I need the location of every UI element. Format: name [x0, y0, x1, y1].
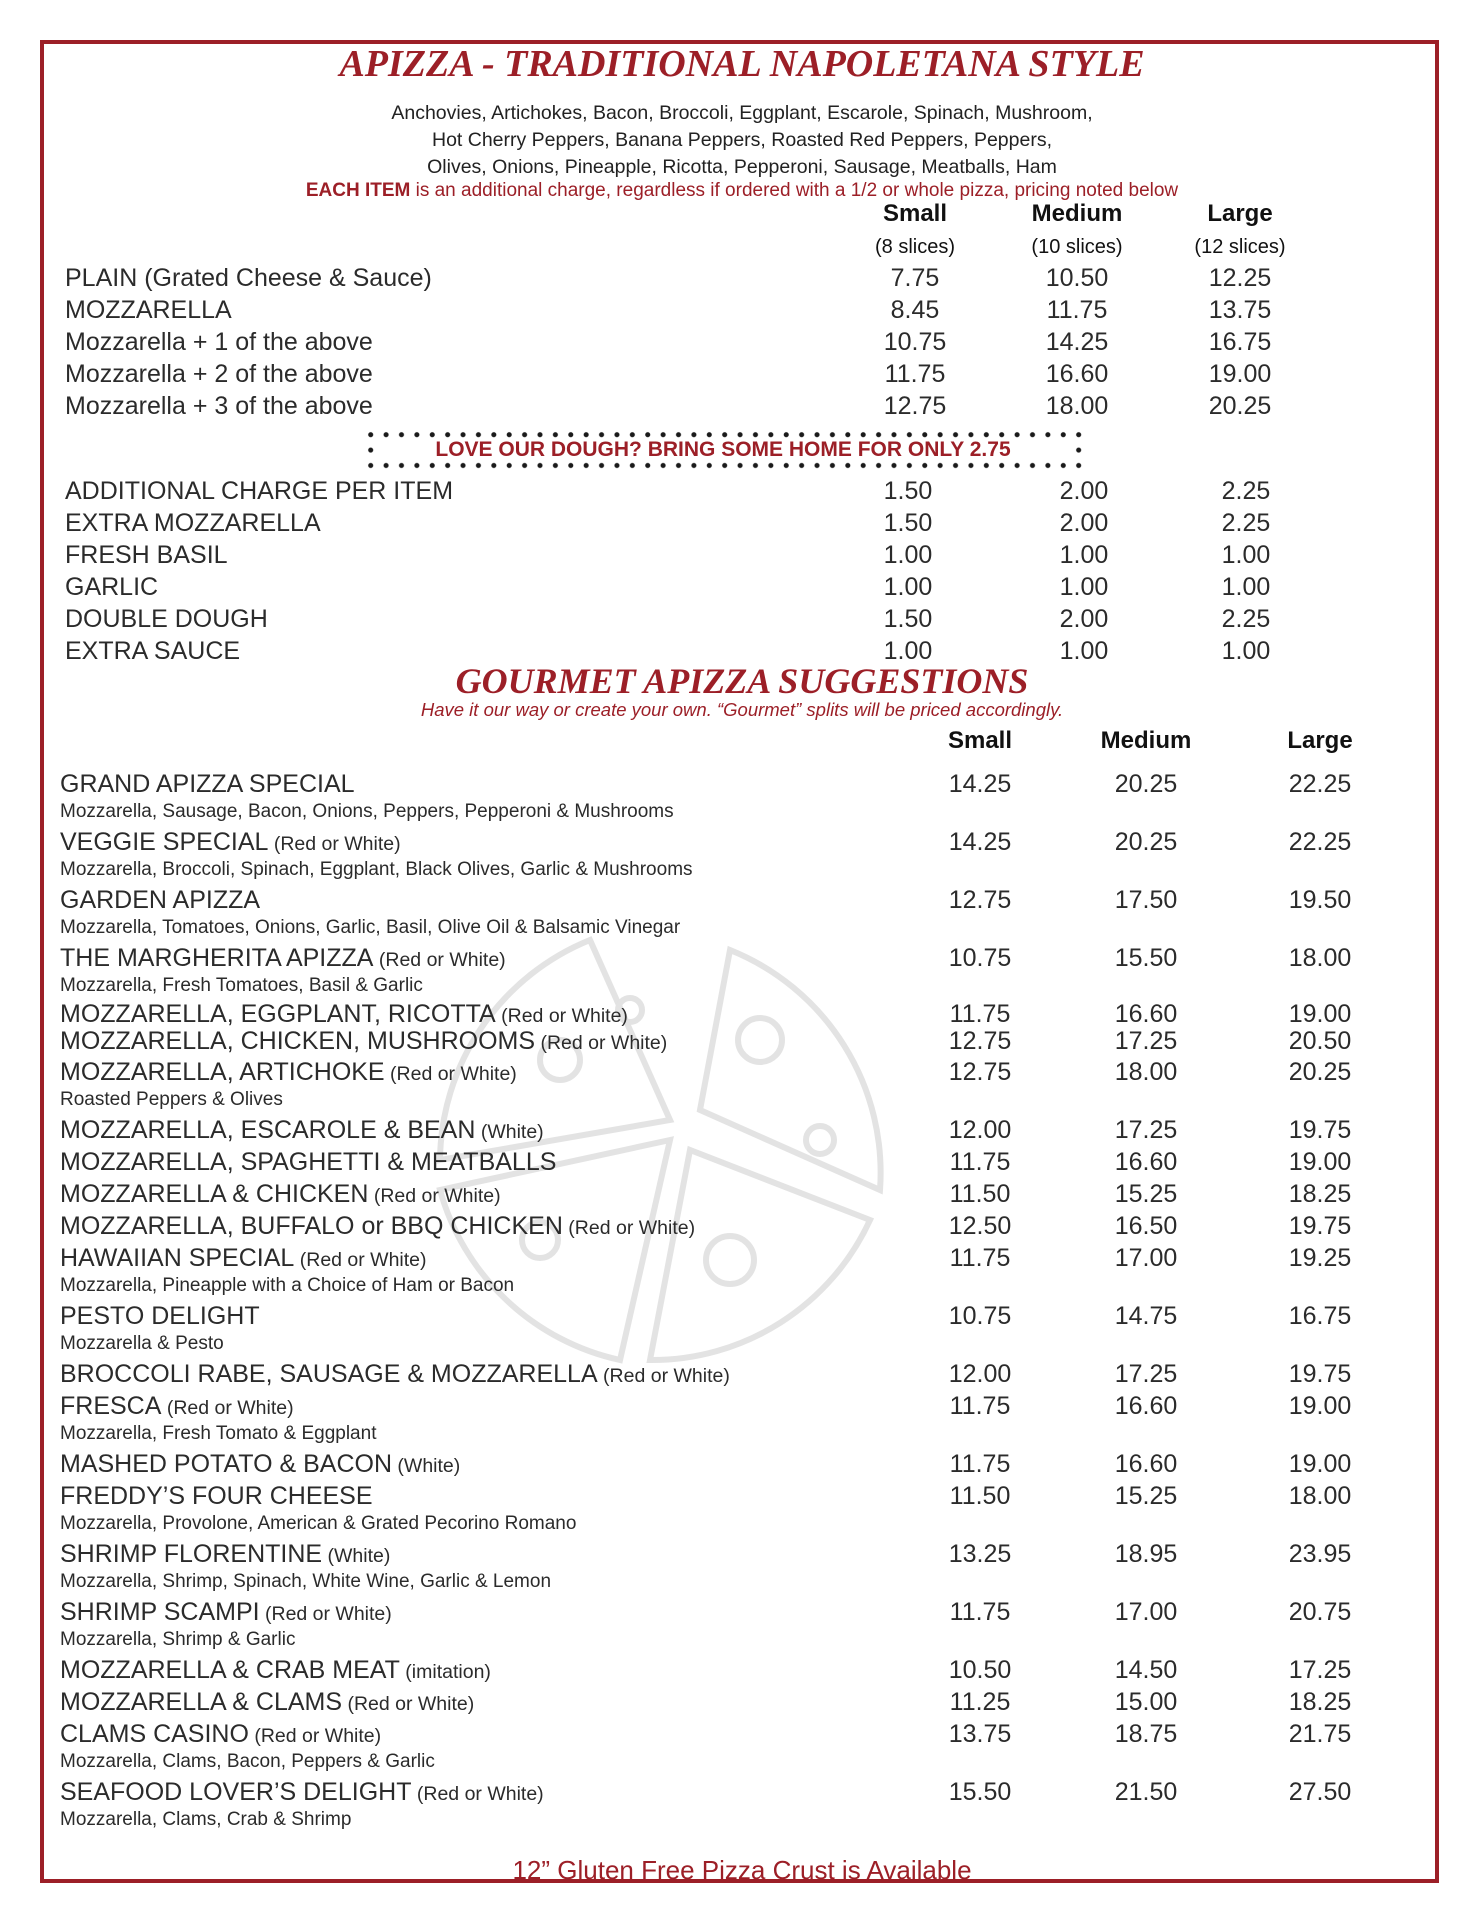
gourmet-item-title: MOZZARELLA, SPAGHETTI & MEATBALLS [60, 1148, 557, 1176]
gourmet-title: GOURMET APIZZA SUGGESTIONS [455, 661, 1029, 701]
price-medium: 17.25 [1114, 1116, 1178, 1144]
traditional-title: APIZZA - TRADITIONAL NAPOLETANA STYLE [339, 43, 1145, 85]
extra-name: GARLIC [65, 573, 159, 601]
gourmet-item-modifier: (Red or White) [562, 1217, 696, 1239]
gourmet-item-modifier: (Red or White) [373, 949, 506, 971]
dough-banner-text: LOVE OUR DOUGH? BRING SOME HOME FOR ONLY 2.75 [435, 438, 1011, 461]
gourmet-header-small: Small [947, 727, 1013, 754]
gourmet-item-name [60, 1450, 460, 1479]
gourmet-subtitle: Have it our way or create your own. “Gourmet” splits will be priced accordingly. [420, 699, 1064, 720]
slices-large: (12 slices) [1194, 236, 1286, 258]
gourmet-item-title: GRAND APIZZA SPECIAL [60, 770, 355, 798]
price-large: 19.00 [1288, 1450, 1352, 1478]
price-small: 11.75 [949, 1450, 1011, 1478]
price-medium: 15.50 [1114, 944, 1178, 972]
price-small: 11.75 [949, 1598, 1011, 1626]
slices-small: (8 slices) [874, 236, 955, 258]
gourmet-item-title: HAWAIIAN SPECIAL [60, 1244, 295, 1272]
price-large: 23.95 [1288, 1540, 1352, 1568]
price-medium: 18.00 [1045, 392, 1109, 420]
gourmet-item-title: MOZZARELLA & CRAB MEAT [60, 1656, 400, 1684]
price-large: 1.00 [1221, 573, 1271, 601]
price-large: 19.00 [1208, 360, 1272, 388]
price-medium: 15.25 [1114, 1180, 1178, 1208]
price-large: 19.00 [1288, 1000, 1352, 1028]
price-medium: 17.00 [1114, 1244, 1178, 1272]
price-large: 22.25 [1288, 828, 1352, 856]
price-medium: 18.00 [1114, 1058, 1178, 1086]
gourmet-item-description: Mozzarella, Broccoli, Spinach, Eggplant, Black Olives, Garlic & Mushrooms [60, 859, 693, 880]
price-small: 7.75 [890, 264, 940, 292]
price-small: 11.75 [949, 1000, 1011, 1028]
gourmet-item-title: MOZZARELLA, BUFFALO or BBQ CHICKEN [60, 1212, 563, 1240]
gourmet-item-title: SHRIMP SCAMPI [60, 1598, 260, 1626]
gourmet-item-title: GARDEN APIZZA [60, 886, 261, 914]
price-large: 2.25 [1221, 477, 1271, 505]
gourmet-item-name [60, 1027, 667, 1056]
gourmet-item-modifier: (imitation) [399, 1661, 491, 1683]
toppings-list [0, 100, 1484, 181]
price-large: 1.00 [1221, 637, 1271, 665]
toppings-line: Olives, Onions, Pineapple, Ricotta, Pepperoni, Sausage, Meatballs, Ham [427, 156, 1057, 178]
gourmet-item-name [60, 1212, 695, 1241]
gourmet-item-title: MOZZARELLA & CLAMS [60, 1688, 343, 1716]
price-large: 19.50 [1288, 886, 1352, 914]
basic-pizza-name: Mozzarella + 1 of the above [65, 328, 373, 356]
price-medium: 16.60 [1114, 1148, 1178, 1176]
price-medium: 16.50 [1114, 1212, 1178, 1240]
gourmet-item-modifier: (Red or White) [411, 1783, 544, 1805]
gourmet-item-title: MOZZARELLA, EGGPLANT, RICOTTA [60, 1000, 496, 1028]
gourmet-item-modifier: (Red or White) [597, 1365, 730, 1387]
price-small: 1.50 [883, 605, 933, 633]
size-header-medium: Medium [1031, 200, 1123, 227]
gourmet-item-modifier: (White) [392, 1455, 461, 1477]
slices-medium: (10 slices) [1031, 236, 1123, 258]
price-large: 18.25 [1288, 1180, 1352, 1208]
gourmet-item-description: Mozzarella, Pineapple with a Choice of Ham or Bacon [60, 1275, 515, 1296]
gourmet-item-title: SHRIMP FLORENTINE [60, 1540, 323, 1568]
gourmet-item-modifier: (White) [322, 1545, 391, 1567]
gourmet-item-name [60, 1116, 544, 1145]
gourmet-item-modifier: (White) [475, 1121, 544, 1143]
extra-name: EXTRA MOZZARELLA [65, 509, 321, 537]
price-medium: 11.75 [1046, 296, 1108, 324]
price-medium: 1.00 [1059, 573, 1109, 601]
extra-name: DOUBLE DOUGH [65, 605, 268, 633]
gourmet-item-title: MASHED POTATO & BACON [60, 1450, 392, 1478]
gourmet-item-description: Mozzarella, Shrimp & Garlic [60, 1629, 296, 1650]
gourmet-item-name [60, 1598, 392, 1627]
price-small: 1.00 [883, 637, 933, 665]
price-medium: 14.50 [1114, 1656, 1178, 1684]
basic-pizza-row [0, 264, 1484, 296]
gourmet-item-name [60, 1360, 730, 1389]
price-medium: 16.60 [1045, 360, 1109, 388]
gourmet-item-title: VEGGIE SPECIAL [60, 828, 269, 856]
gourmet-item-description: Mozzarella, Provolone, American & Grated Pecorino Romano [60, 1513, 577, 1534]
gourmet-item-modifier: (Red or White) [368, 1185, 501, 1207]
price-large: 19.75 [1288, 1360, 1352, 1388]
gourmet-item-title: THE MARGHERITA APIZZA [60, 944, 374, 972]
price-small: 13.75 [948, 1720, 1012, 1748]
toppings-line: Hot Cherry Peppers, Banana Peppers, Roasted Red Peppers, Peppers, [431, 129, 1053, 151]
gourmet-header-medium: Medium [1100, 727, 1192, 754]
gourmet-item-name [60, 1656, 491, 1685]
gourmet-item-modifier: (Red or White) [535, 1032, 668, 1054]
gourmet-item-name [60, 1688, 474, 1717]
gourmet-item-name [60, 944, 506, 973]
price-small: 11.50 [949, 1180, 1011, 1208]
gourmet-item-title: MOZZARELLA & CHICKEN [60, 1180, 369, 1208]
price-large: 2.25 [1221, 605, 1271, 633]
price-small: 11.50 [949, 1482, 1011, 1510]
extra-row [0, 605, 1484, 637]
each-item-note [0, 180, 1484, 202]
price-medium: 1.00 [1059, 637, 1109, 665]
price-small: 1.50 [883, 509, 933, 537]
gourmet-item-name [60, 1000, 628, 1029]
gourmet-item-modifier: (Red or White) [248, 1725, 382, 1747]
price-large: 16.75 [1288, 1302, 1352, 1330]
price-large: 16.75 [1208, 328, 1272, 356]
gourmet-item-description: Mozzarella, Fresh Tomatoes, Basil & Garlic [60, 975, 423, 996]
gourmet-item-title: PESTO DELIGHT [60, 1302, 260, 1330]
price-small: 8.45 [890, 296, 940, 324]
price-large: 27.50 [1288, 1778, 1352, 1806]
toppings-line: Anchovies, Artichokes, Bacon, Broccoli, Eggplant, Escarole, Spinach, Mushroom, [391, 102, 1093, 124]
extra-name: EXTRA SAUCE [65, 637, 241, 665]
basic-pizza-row [0, 392, 1484, 424]
size-header-large: Large [1207, 200, 1273, 227]
price-small: 10.75 [948, 1302, 1012, 1330]
gourmet-item-modifier: (Red or White) [495, 1005, 628, 1027]
price-medium: 15.25 [1114, 1482, 1178, 1510]
price-small: 12.75 [948, 886, 1012, 914]
price-small: 10.75 [883, 328, 947, 356]
basic-pizza-row [0, 328, 1484, 360]
price-medium: 17.25 [1114, 1027, 1178, 1055]
price-medium: 2.00 [1059, 605, 1109, 633]
gourmet-item-description: Mozzarella, Tomatoes, Onions, Garlic, Basil, Olive Oil & Balsamic Vinegar [60, 917, 681, 938]
basic-pizza-row [0, 296, 1484, 328]
gourmet-item-description: Mozzarella, Clams, Crab & Shrimp [60, 1809, 352, 1830]
basic-pizza-name: Mozzarella + 3 of the above [65, 392, 373, 420]
price-large: 19.75 [1288, 1212, 1352, 1240]
price-medium: 2.00 [1059, 509, 1109, 537]
gourmet-item-description: Mozzarella, Fresh Tomato & Eggplant [60, 1423, 377, 1444]
price-medium: 20.25 [1114, 828, 1178, 856]
price-large: 19.00 [1288, 1148, 1352, 1176]
extra-row [0, 541, 1484, 573]
basic-pizza-name: Mozzarella + 2 of the above [65, 360, 373, 388]
price-small: 12.75 [883, 392, 947, 420]
each-item-lead: EACH ITEM [305, 180, 411, 201]
price-large: 22.25 [1288, 770, 1352, 798]
price-large: 12.25 [1208, 264, 1272, 292]
price-large: 20.25 [1288, 1058, 1352, 1086]
price-large: 19.75 [1288, 1116, 1352, 1144]
gourmet-item-description: Mozzarella, Clams, Bacon, Peppers & Garlic [60, 1751, 435, 1772]
extra-row [0, 477, 1484, 509]
price-large: 2.25 [1221, 509, 1271, 537]
gourmet-item-modifier: (Red or White) [259, 1603, 392, 1625]
gourmet-item-name [60, 1540, 390, 1569]
price-small: 1.50 [883, 477, 933, 505]
price-medium: 14.75 [1114, 1302, 1178, 1330]
gourmet-item-title: MOZZARELLA, ESCAROLE & BEAN [60, 1116, 476, 1144]
price-medium: 16.60 [1114, 1392, 1178, 1420]
gourmet-item-modifier: (Red or White) [294, 1249, 427, 1271]
gourmet-item-title: BROCCOLI RABE, SAUSAGE & MOZZARELLA [60, 1360, 598, 1388]
price-medium: 1.00 [1059, 541, 1109, 569]
gourmet-item-name [60, 828, 401, 857]
dough-banner [363, 427, 1083, 473]
price-small: 11.25 [949, 1688, 1011, 1716]
price-large: 19.00 [1288, 1392, 1352, 1420]
price-medium: 10.50 [1045, 264, 1109, 292]
price-medium: 18.75 [1114, 1720, 1178, 1748]
price-large: 20.50 [1288, 1027, 1352, 1055]
price-small: 13.25 [948, 1540, 1012, 1568]
price-medium: 21.50 [1114, 1778, 1178, 1806]
price-small: 14.25 [948, 770, 1012, 798]
price-medium: 16.60 [1114, 1450, 1178, 1478]
price-small: 14.25 [948, 828, 1012, 856]
price-small: 11.75 [949, 1244, 1011, 1272]
gourmet-item-description: Roasted Peppers & Olives [60, 1089, 283, 1110]
price-medium: 2.00 [1059, 477, 1109, 505]
price-large: 20.75 [1288, 1598, 1352, 1626]
gourmet-item-title: CLAMS CASINO [60, 1720, 249, 1748]
gourmet-item-name [60, 1720, 381, 1749]
each-item-rest: is an additional charge, regardless if ordered with a 1/2 or whole pizza, pricing noted below [410, 180, 1179, 201]
price-small: 12.75 [948, 1058, 1012, 1086]
price-medium: 18.95 [1114, 1540, 1178, 1568]
price-small: 11.75 [884, 360, 946, 388]
price-small: 12.50 [948, 1212, 1012, 1240]
gourmet-item-name [60, 1302, 260, 1331]
gourmet-item-title: FRESCA [60, 1392, 162, 1420]
gourmet-item-name [60, 886, 260, 915]
price-small: 12.00 [948, 1116, 1012, 1144]
price-medium: 15.00 [1114, 1688, 1178, 1716]
price-large: 21.75 [1288, 1720, 1352, 1748]
gourmet-item-name [60, 770, 355, 799]
gourmet-item-modifier: (Red or White) [161, 1397, 294, 1419]
gourmet-item-name [60, 1482, 373, 1511]
gourmet-item-description: Mozzarella & Pesto [60, 1333, 224, 1354]
gourmet-item-title: FREDDY’S FOUR CHEESE [60, 1482, 373, 1510]
price-large: 1.00 [1221, 541, 1271, 569]
price-small: 10.75 [948, 944, 1012, 972]
dough-banner-inner [374, 438, 1072, 462]
gourmet-item-name [60, 1180, 501, 1209]
price-small: 11.75 [949, 1148, 1011, 1176]
price-medium: 17.25 [1114, 1360, 1178, 1388]
gourmet-item-description: Mozzarella, Shrimp, Spinach, White Wine, Garlic & Lemon [60, 1571, 552, 1592]
price-small: 11.75 [949, 1392, 1011, 1420]
price-small: 1.00 [883, 541, 933, 569]
gourmet-item-modifier: (Red or White) [342, 1693, 475, 1715]
price-large: 18.00 [1288, 1482, 1352, 1510]
gourmet-item-name [60, 1148, 556, 1177]
gourmet-item-name [60, 1244, 427, 1273]
price-small: 1.00 [883, 573, 933, 601]
gourmet-item-name [60, 1778, 544, 1807]
size-header-small: Small [882, 200, 948, 227]
gluten-free-note: 12” Gluten Free Pizza Crust is Available [512, 1855, 972, 1885]
gourmet-item-title: SEAFOOD LOVER’S DELIGHT [60, 1778, 412, 1806]
price-small: 15.50 [948, 1778, 1012, 1806]
price-medium: 20.25 [1114, 770, 1178, 798]
extra-name: ADDITIONAL CHARGE PER ITEM [65, 477, 454, 505]
price-large: 18.00 [1288, 944, 1352, 972]
gourmet-item-name [60, 1058, 517, 1087]
extra-row [0, 509, 1484, 541]
gourmet-item-description: Mozzarella, Sausage, Bacon, Onions, Peppers, Pepperoni & Mushrooms [60, 801, 674, 822]
price-medium: 17.50 [1114, 886, 1178, 914]
basic-pizza-name: PLAIN (Grated Cheese & Sauce) [65, 264, 432, 292]
extra-name: FRESH BASIL [65, 541, 228, 569]
basic-pizza-name: MOZZARELLA [65, 296, 232, 324]
gourmet-item-modifier: (Red or White) [384, 1063, 517, 1085]
gourmet-item-title: MOZZARELLA, CHICKEN, MUSHROOMS [60, 1027, 536, 1055]
gourmet-item-name [60, 1392, 294, 1421]
gourmet-header-large: Large [1287, 727, 1353, 754]
price-medium: 17.00 [1114, 1598, 1178, 1626]
gourmet-item-title: MOZZARELLA, ARTICHOKE [60, 1058, 385, 1086]
price-small: 10.50 [948, 1656, 1012, 1684]
basic-pizza-row [0, 360, 1484, 392]
price-large: 17.25 [1288, 1656, 1352, 1684]
price-small: 12.75 [948, 1027, 1012, 1055]
price-large: 13.75 [1208, 296, 1272, 324]
price-large: 19.25 [1288, 1244, 1352, 1272]
price-medium: 16.60 [1114, 1000, 1178, 1028]
price-medium: 14.25 [1045, 328, 1109, 356]
price-small: 12.00 [948, 1360, 1012, 1388]
gourmet-item-modifier: (Red or White) [268, 833, 401, 855]
extra-row [0, 573, 1484, 605]
price-large: 18.25 [1288, 1688, 1352, 1716]
price-large: 20.25 [1208, 392, 1272, 420]
